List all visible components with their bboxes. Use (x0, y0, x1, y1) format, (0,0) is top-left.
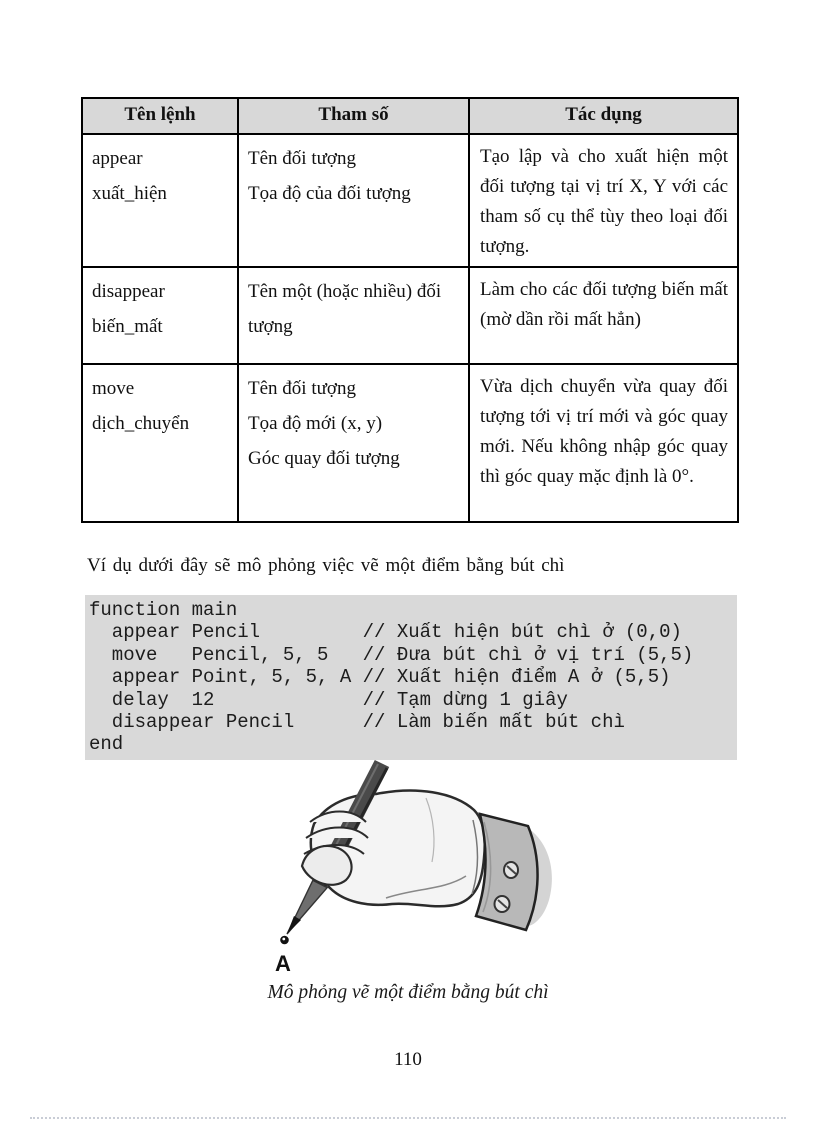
table-header-effect: Tác dụng (469, 98, 738, 134)
point-dot-highlight (282, 938, 285, 941)
hand-pencil-illustration (230, 758, 560, 978)
cell-effect: Làm cho các đối tượng biến mất (mờ dần rồi mất hẳn) (469, 267, 738, 364)
code-line: function main (89, 599, 238, 621)
table-header-command: Tên lệnh (82, 98, 238, 134)
cell-command (82, 267, 238, 364)
param-line: Tên đối tượng (248, 378, 356, 399)
cell-params (238, 364, 469, 522)
code-line: appear Pencil // Xuất hiện bút chì ở (0,0) (89, 621, 682, 644)
code-line: end (89, 733, 124, 756)
page-number: 110 (394, 1049, 422, 1070)
command-table (81, 97, 739, 523)
command-name: appear (92, 148, 143, 169)
table-header-params: Tham số (238, 98, 469, 134)
figure-caption: Mô phỏng vẽ một điểm bằng bút chì (267, 982, 549, 1003)
command-alias: dịch_chuyển (92, 413, 190, 434)
command-name: disappear (92, 281, 165, 302)
cell-effect: Vừa dịch chuyển vừa quay đối tượng tới vị trí mới và góc quay mới. Nếu không nhập góc quay thì góc quay mặc định là 0°. (469, 364, 738, 522)
table-row-appear (82, 134, 738, 267)
cell-params (238, 134, 469, 267)
table-row-move (82, 364, 738, 522)
cell-params (238, 267, 469, 364)
page-edge-artifact (30, 1117, 786, 1119)
intro-paragraph: Ví dụ dưới đây sẽ mô phỏng việc vẽ một điểm bằng bút chì (87, 555, 565, 576)
cell-effect: Tạo lập và cho xuất hiện một đối tượng tại vị trí X, Y với các tham số cụ thể tùy theo loại đối tượng. (469, 134, 738, 267)
thumb-shape (302, 846, 352, 885)
table-row-disappear (82, 267, 738, 364)
param-line: Tên đối tượng (248, 148, 356, 169)
table-header-row (82, 98, 738, 134)
code-line: delay 12 // Tạm dừng 1 giây (89, 688, 568, 711)
command-alias: xuất_hiện (92, 183, 167, 204)
code-line: appear Point, 5, 5, A // Xuất hiện điểm A ở (5,5) (89, 666, 671, 689)
command-name: move (92, 378, 135, 399)
code-line: disappear Pencil // Làm biến mất bút chì (89, 711, 625, 734)
param-line: Tọa độ mới (x, y) (248, 413, 383, 434)
cell-command (82, 364, 238, 522)
point-label: A (275, 951, 291, 976)
param-line: Góc quay đối tượng (248, 448, 400, 469)
code-line: move Pencil, 5, 5 // Đưa bút chì ở vị trí (5,5) (89, 643, 694, 666)
param-line: Tên một (hoặc nhiều) đối tượng (248, 281, 442, 337)
command-alias: biến_mất (92, 316, 163, 337)
code-block (85, 595, 737, 760)
hand-pencil-drawing (230, 758, 560, 978)
param-line: Tọa độ của đối tượng (248, 183, 411, 204)
cell-command (82, 134, 238, 267)
